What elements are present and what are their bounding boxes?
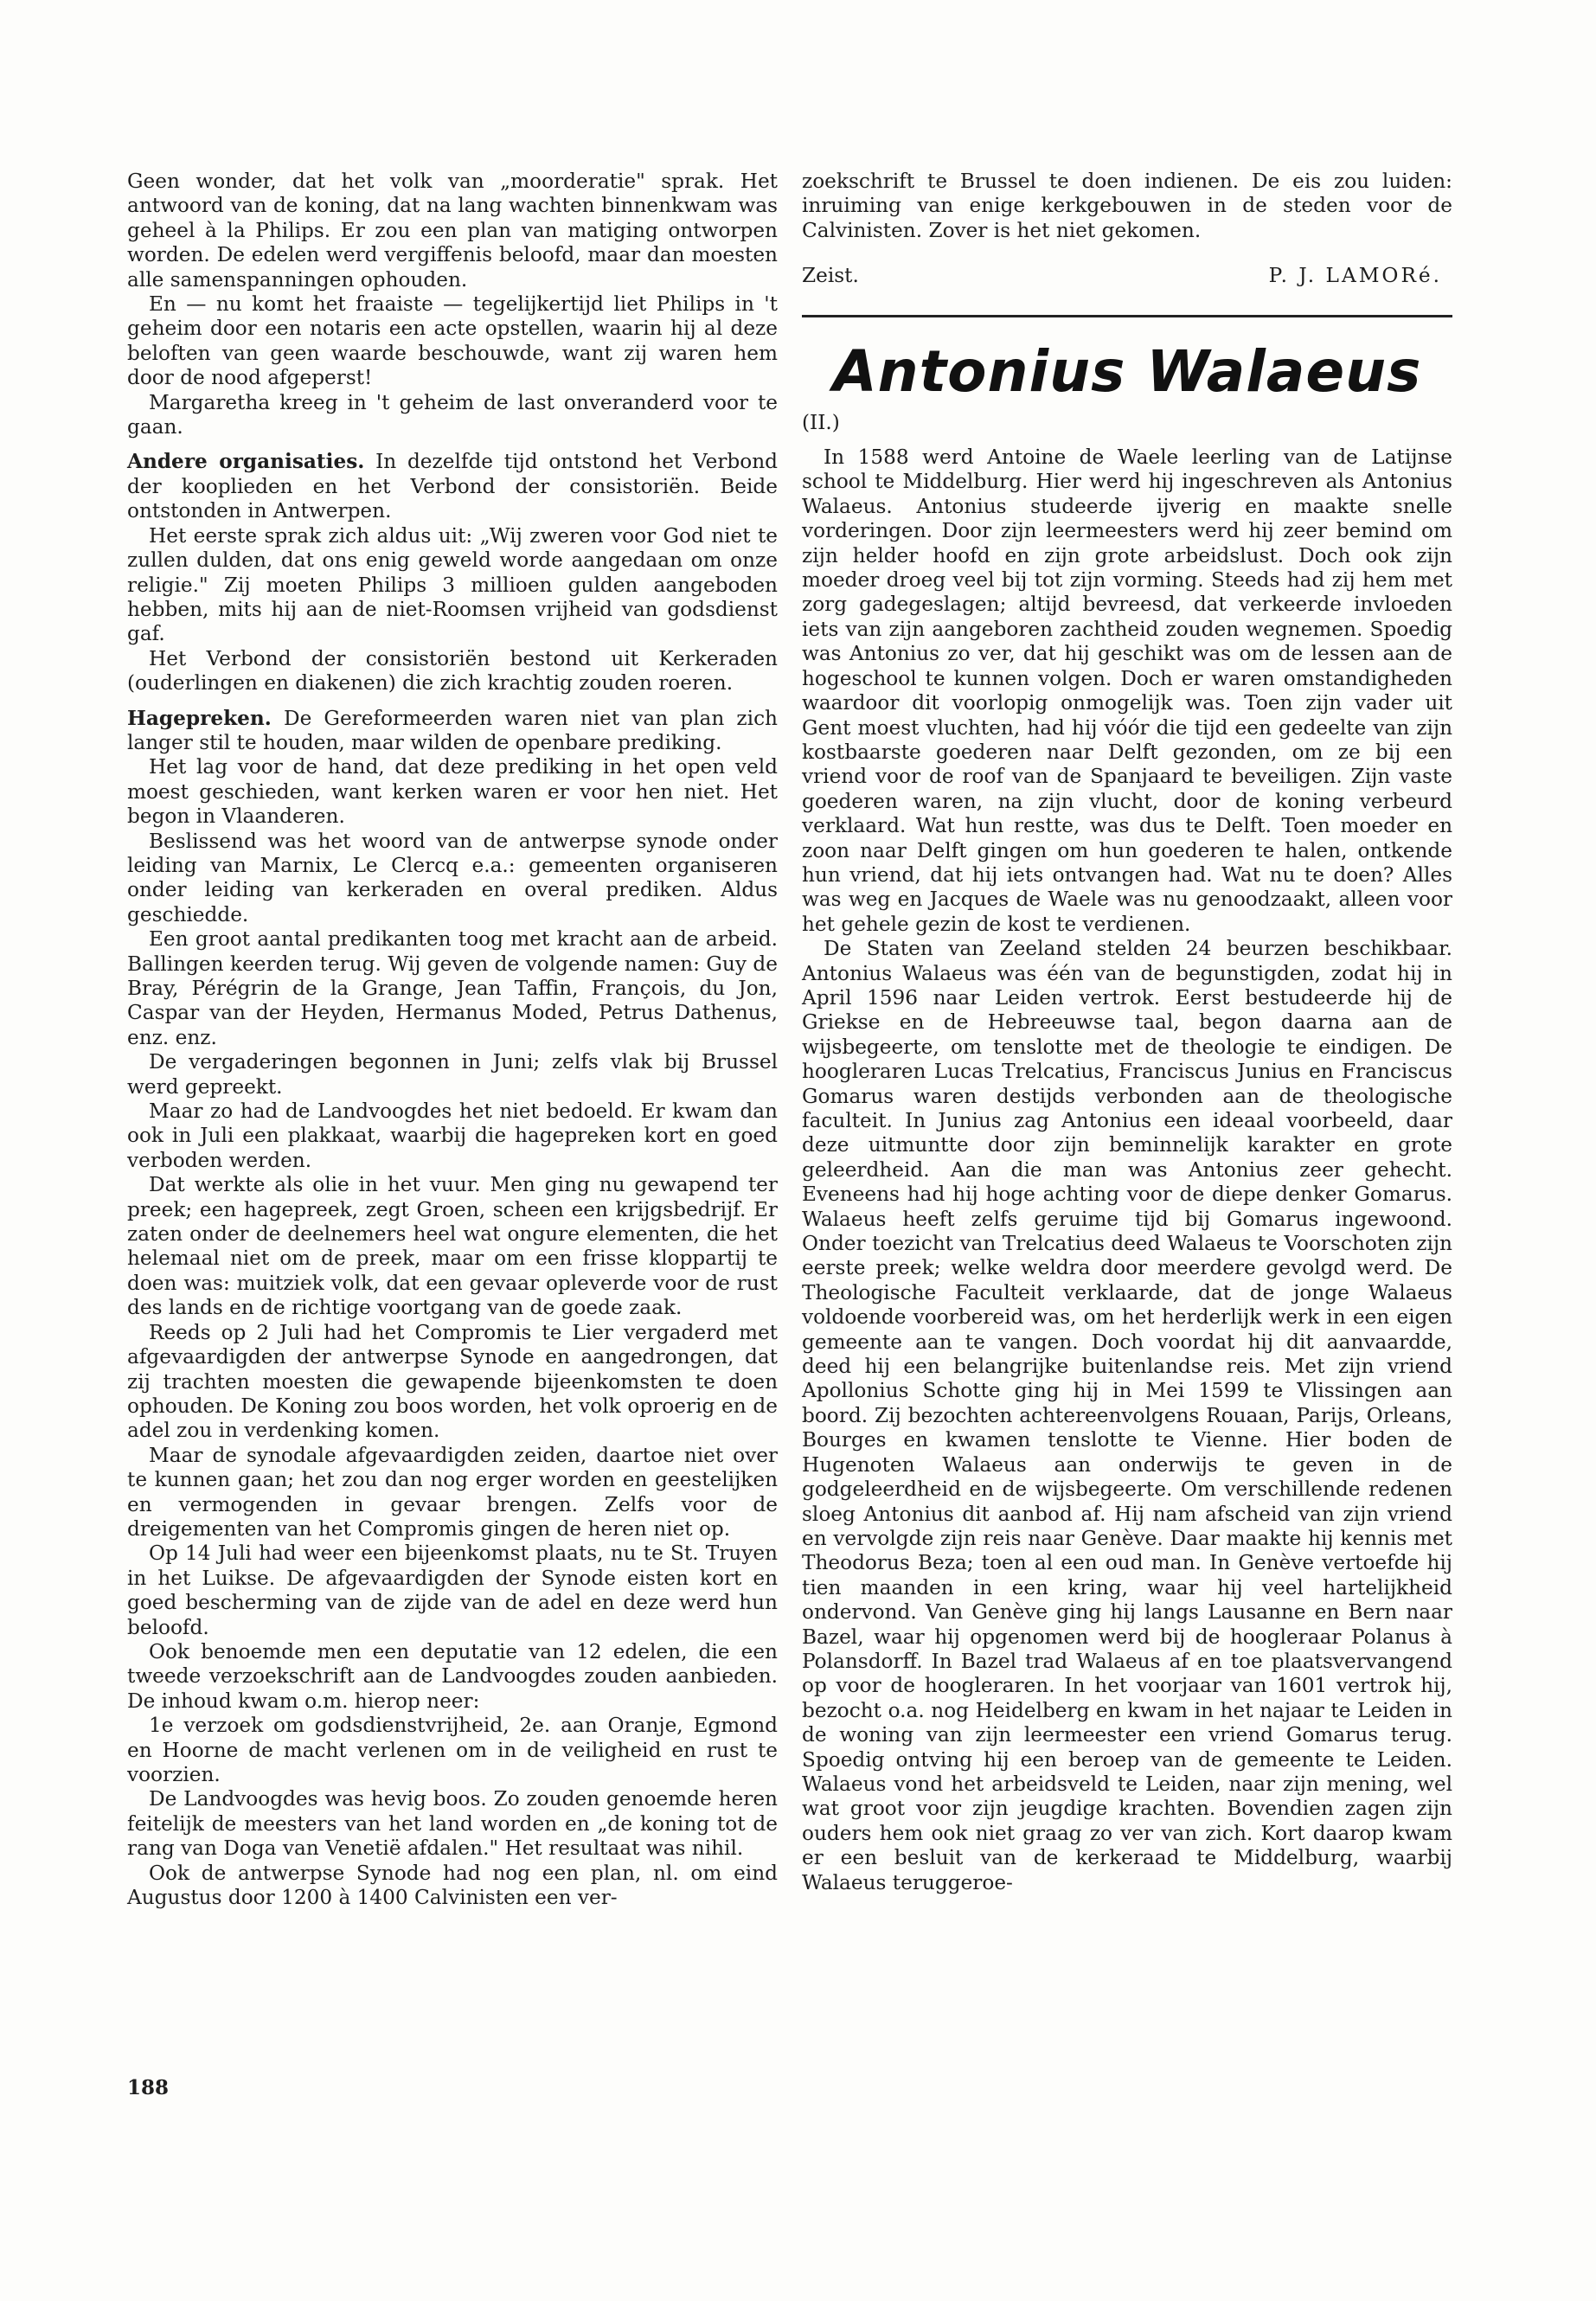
paragraph-text: De Landvoogdes was hevig boos. Zo zouden genoemde heren feitelijk de meesters van het land worden en „de koning tot de rang van Doga van Venetië afdalen." Het resultaat was nihil. <box>127 1787 778 1861</box>
paragraph <box>127 647 778 696</box>
paragraph <box>127 1640 778 1714</box>
paragraph-text: Een groot aantal predikanten toog met kracht aan de arbeid. Ballingen keerden terug. Wij geven de volgende namen: Guy de Bray, Pérégrin de la Grange, Jean Taffin, François, du Jon, Caspar van der Heyden, Hermanus Moded, Petrus Dathenus, enz. enz. <box>127 927 778 1049</box>
paragraph <box>127 391 778 440</box>
page-number: 188 <box>127 2076 170 2099</box>
paragraph-text: Reeds op 2 Juli had het Compromis te Lier vergaderd met afgevaardigden der antwerpse Synode en aangedrongen, dat zij trachten moesten die gewapende bijeenkomsten te doen ophouden. De Koning zou boos worden, het volk oproerig en de adel zou in verdenking komen. <box>127 1320 778 1443</box>
paragraph: In 1588 werd Antoine de Waele leerling van de Latijnse school te Middelburg. Hier werd hij ingeschreven als Antonius Walaeus. Antonius studeerde ijverig en maakte snelle vorderingen. Door zijn leermeesters werd hij zeer bemind om zijn helder hoofd en zijn grote arbeidslust. Doch ook zijn moeder droeg veel bij tot zijn vorming. Steeds had zij hem met zorg gadegeslagen; altijd bevreesd, dat verkeerde invloeden iets van zijn aangeboren zachtheid zouden wegnemen. Spoedig was Antonius zo ver, dat hij geschikt was om de lessen aan de hogeschool te kunnen volgen. Doch er waren omstandigheden waardoor dit voorlopig onmogelijk was. Toen zijn vader uit Gent moest vluchten, had hij vóór die tijd een gedeelte van zijn kostbaarste goederen naar Delft gezonden, om ze bij een vriend voor de roof van de Spanjaard te beveiligen. Zijn vaste goederen waren, na zijn vlucht, door de koning verbeurd verklaard. Wat hun restte, was dus te Delft. Toen moeder en zoon naar Delft gingen om hun goederen te halen, ontkende hun vriend, dat hij iets ontvangen had. Wat nu te doen? Alles was weg en Jacques de Waele was nu genoodzaakt, alleen voor het gehele gezin de kost te verdienen. <box>802 445 1452 936</box>
paragraph-text: Dat werkte als olie in het vuur. Men ging nu gewapend ter preek; een hagepreek, zegt Groen, scheen een krijgsbedrijf. Er zaten onder de deelnemers heel wat ongure elementen, die het helemaal niet om de preek, maar om een frisse kloppartij te doen was: muitziek volk, dat een gevaar opleverde voor de rust des lands en de richtige voortgang van de goede zaak. <box>127 1173 778 1320</box>
paragraph <box>127 1444 778 1542</box>
paragraph <box>127 1099 778 1173</box>
paragraph <box>127 1541 778 1640</box>
signature-line <box>802 264 1452 288</box>
paragraph <box>127 1321 778 1444</box>
paragraph <box>127 450 778 523</box>
article-title: Antonius Walaeus <box>832 337 1422 405</box>
paragraph-text: Maar zo had de Landvoogdes het niet bedoeld. Er kwam dan ook in Juli een plakkaat, waarbij die hagepreken kort en goed verboden werden. <box>127 1099 778 1172</box>
paragraph <box>127 524 778 647</box>
paragraph <box>127 292 778 391</box>
paragraph-text: In dezelfde tijd ontstond het Verbond der kooplieden en het Verbond der consistoriën. Beide ontstonden in Antwerpen. <box>127 450 779 523</box>
paragraph <box>127 1173 778 1320</box>
paragraph-text: Het eerste sprak zich aldus uit: „Wij zweren voor God niet te zullen dulden, dat ons enig geweld worde aangedaan om onze religie." Zij moeten Philips 3 millioen gulden aangeboden hebben, mits hij aan de niet-Roomsen vrijheid van godsdienst gaf. <box>127 523 778 646</box>
part-label: (II.) <box>802 410 840 434</box>
paragraph-text: Ook benoemde men een deputatie van 12 edelen, die een tweede verzoekschrift aan de Landvoogdes zouden aanbieden. De inhoud kwam o.m. hierop neer: <box>127 1639 778 1713</box>
paragraph <box>127 1050 778 1099</box>
paragraph-text: Het Verbond der consistoriën bestond uit Kerkeraden (ouderlingen en diakenen) die zich krachtig zouden roeren. <box>127 646 778 695</box>
paragraph: De Staten van Zeeland stelden 24 beurzen beschikbaar. Antonius Walaeus was één van de begunstigden, zodat hij in April 1596 naar Leiden vertrok. Eerst bestudeerde hij de Griekse en de Hebreeuwse taal, begon daarna aan de wijsbegeerte, om tenslotte met de theologie te eindigen. De hoogleraren Lucas Trelcatius, Franciscus Junius en Franciscus Gomarus waren destijds verbonden aan de theologische faculteit. In Junius zag Antonius een ideaal voorbeeld, daar deze uitmuntte door zijn beminnelijk karakter en grote geleerdheid. Aan die man was Antonius zeer gehecht. Eveneens had hij hoge achting voor de diepe denker Gomarus. Walaeus heeft zelfs geruime tijd bij Gomarus ingewoond. Onder toezicht van Trelcatius deed Walaeus te Voorschoten zijn eerste preek; welke weldra door meerdere gevolgd werd. De Theologische Faculteit verklaarde, dat de jonge Walaeus voldoende voorbereid was, om het herderlijk werk in een eigen gemeente aan te vangen. Doch voordat hij dit aanvaardde, deed hij een belangrijke buitenlandse reis. Met zijn vriend Apollonius Schotte ging hij in Mei 1599 te Vlissingen aan boord. Zij bezochten achtereenvolgens Rouaan, Parijs, Orleans, Bourges en kwamen tenslotte te Vienne. Hier boden de Hugenoten Walaeus aan onderwijs te geven in de godgeleerdheid en de wijsbegeerte. Om verschillende redenen sloeg Antonius dit aanbod af. Hij nam afscheid van zijn vriend en vervolgde zijn reis naar Genève. Daar maakte hij kennis met Theodorus Beza; toen al een oud man. In Genève vertoefde hij tien maanden in een kring, waar hij veel hartelijkheid ondervond. Van Genève ging hij langs Lausanne en Bern naar Bazel, waar hij opgenomen werd bij de hoogleraar Polanus à Polansdorff. In Bazel trad Walaeus af en toe plaatsvervangend op voor de hoogleraren. In het voorjaar van 1601 vertrok hij, bezocht o.a. nog Heidelberg en kwam in het najaar te Leiden in de woning van zijn leermeester een vriend Gomarus terug. Spoedig ontving hij een beroep van de gemeente te Leiden. Walaeus vond het arbeidsveld te Leiden, naar zijn mening, wel wat groot voor zijn jeugdige krachten. Bovendien zagen zijn ouders hem ook niet graag zo ver van zich. Kort daarop kwam er een besluit van de kerkeraad te Middelburg, waarbij Walaeus teruggeroe- <box>802 937 1452 1894</box>
paragraph <box>127 707 778 756</box>
signature-author: P. J. LAMORé. <box>1268 264 1442 288</box>
paragraph-text: En — nu komt het fraaiste — tegelijkertijd liet Philips in 't geheim door een notaris een acte opstellen, waarin hij al deze beloften van geen waarde beschouwde, want zij waren hem door de nood afgeperst! <box>127 292 778 390</box>
paragraph-text: Maar de synodale afgevaardigden zeiden, daartoe niet over te kunnen gaan; het zou dan nog erger worden en geestelijken en vermogenden in gevaar brengen. Zelfs voor de dreigementen van het Compromis gingen de heren niet op. <box>127 1443 778 1541</box>
paragraph <box>127 830 778 928</box>
paragraph-text: Margaretha kreeg in 't geheim de last onveranderd voor te gaan. <box>127 390 778 439</box>
paragraph <box>127 755 778 829</box>
right-column <box>802 170 1452 1895</box>
section-lead: Hagepreken. <box>127 706 272 730</box>
paragraph-text: Het lag voor de hand, dat deze prediking in het open veld moest geschieden, want kerken waren er voor hen niet. Het begon in Vlaanderen. <box>127 755 778 829</box>
paragraph-text: Geen wonder, dat het volk van „moorderatie" sprak. Het antwoord van de koning, dat na lang wachten binnenkwam was geheel à la Philips. Er zou een plan van matiging ontworpen worden. De edelen werd vergiffenis beloofd, maar dan moesten alle samenspanningen ophouden. <box>127 170 778 292</box>
section-divider <box>802 315 1452 317</box>
section-lead: Andere organisaties. <box>127 450 365 474</box>
paragraph <box>127 1787 778 1861</box>
paragraph <box>127 1714 778 1787</box>
paragraph <box>127 927 778 1050</box>
paragraph-text: De vergaderingen begonnen in Juni; zelfs vlak bij Brussel werd gepreekt. <box>127 1050 778 1099</box>
left-column <box>127 170 778 1910</box>
paragraph-text: Ook de antwerpse Synode had nog een plan, nl. om eind Augustus door 1200 à 1400 Calvinisten een ver- <box>127 1861 778 1910</box>
paragraph-text: Op 14 Juli had weer een bijeenkomst plaats, nu te St. Truyen in het Luikse. De afgevaardigden der Synode eisten kort en goed bescherming van de zijde van de adel en deze werd hun beloofd. <box>127 1541 778 1639</box>
paragraph <box>127 1862 778 1911</box>
paragraph-text: Beslissend was het woord van de antwerpse synode onder leiding van Marnix, Le Clercq e.a.: gemeenten organiseren onder leiding van kerkeraden en overal prediken. Aldus geschiedde. <box>127 829 778 926</box>
paragraph <box>127 170 778 292</box>
paragraph-text: 1e verzoek om godsdienstvrijheid, 2e. aan Oranje, Egmond en Hoorne de macht verlenen om in de veiligheid en rust te voorzien. <box>127 1714 778 1786</box>
paragraph-text: De Gereformeerden waren niet van plan zich langer stil te houden, maar wilden de openbare prediking. <box>127 706 778 754</box>
continuation-paragraph: zoekschrift te Brussel te doen indienen. De eis zou luiden: inruiming van enige kerkgebouwen in de steden voor de Calvinisten. Zover is het niet gekomen. <box>802 170 1452 242</box>
signature-place: Zeist. <box>802 264 859 288</box>
